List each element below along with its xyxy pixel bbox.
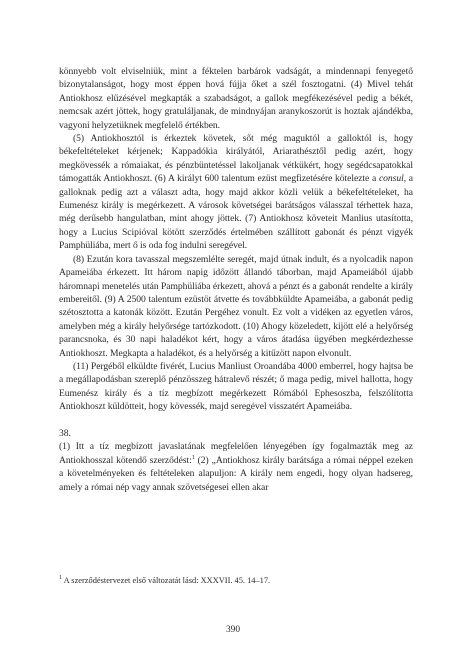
paragraph-1 — [59, 65, 413, 132]
paragraph-text: (2) „Antiokhosz király barátsága a római néppel ezeken a követelményeken és feltételeken alapuljon: A király nem engedi, hogy olyan hadsereg, amely a római nép vagy annak szövetségesei ellen akar — [59, 454, 413, 493]
section-number: 38. — [59, 427, 71, 439]
section-paragraph — [59, 440, 413, 494]
footnote — [59, 575, 413, 586]
paragraph-3 — [59, 253, 413, 360]
paragraph-text: (5) Antiokhosztól is érkeztek követek, sőt még maguktól a galloktól is, hogy békefeltételeket kérjenek; Kappadókia királyától, Ariarathésztől pedig azért, hogy megkövessék a rómaiakat, és pénzbüntetéssel lakoljanak vétkükért, hogy segédcsapatokkal támogatták Antiokhoszt. (6) A királyt 600 talentum ezüst megfizetésére kötelezte a — [59, 133, 413, 185]
footnote-text: A szerződéstervezet első változatát lásd: XXXVII. 45. 14–17. — [62, 576, 271, 585]
paragraph-text: (1) Itt a tíz megbízott javaslatának megfelelően lényegében így fogalmazták meg az Antiokhosszal kötendő szerződést: — [59, 441, 413, 466]
paragraph-4 — [59, 360, 413, 414]
section-gap — [59, 414, 413, 427]
italic-term: consul — [378, 173, 404, 185]
paragraph-text: (8) Ezután kora tavasszal megszemlélte seregét, majd útnak indult, és a nyolcadik napon Apameiába érkezett. Itt három napig időzött állandó táborban, majd Apameiából újabb háromnapi menetelés után Pamphüliába érkezett, ahová a pénzt és a gabonát rendelte a király embereitől. (9) A 2500 talentum ezüstöt átvette és továbbküldte Apameiába, a gabonát pedig szétosztotta a katonák között. Ezután Pergéhez vonult. Ez volt a vidéken az egyetlen város, amelyben még a király helyőrsége tartózkodott. (10) Ahogy közeledett, kijött elé a helyőrség parancsnoka, és 30 napi haladékot kért, hogy a város átadása ügyében megkérdezhesse Antiokhoszt. Megkapta a haladékot, és a helyőrség a kitűzött napon elvonult. — [59, 253, 413, 359]
paragraph-2 — [59, 132, 413, 253]
paragraph-text: könnyebb volt elviselniük, mint a féktelen barbárok vadságát, a mindennapi fenyegető bizonytalanságot, hogy most éppen hová fújja őket a szél fosztogatni. (4) Mivel tehát Antiokhosz elűzésével megkapták a szabadságot, a gallok megfékezésével pedig a békét, nemcsak azért jöttek, hogy gratuláljanak, de mindnyájan aranykoszorút is hoztak ajándékba, vagyoni helyzetüknek megfelelő értékben. — [59, 66, 413, 131]
page-number: 390 — [225, 625, 241, 635]
main-text — [59, 65, 413, 494]
paragraph-text: (11) Pergéből elküldte fivérét, Lucius Manliust Oroandába 4000 emberrel, hogy hajtsa be a megállapodásban szereplő pénzösszeg hátralevő részét; ő maga pedig, mivel hallotta, hogy Eumenész király és a tíz megbízott megérkezett Rómából Ephesoszba, felszólította Antiokhoszt küldötteit, hogy kövessék, majd seregével visszatért Apameiába. — [59, 360, 413, 413]
footnote-reference[interactable]: 1 — [191, 454, 195, 461]
paragraph-text: , a galloknak pedig azt a választ adta, hogy majd akkor közli velük a békefeltételeket, ha Eumenész király is megérkezett. A városok követségei barátságos válasszal térhettek haza, még derűsebb hangulatban, mint ahogy jöttek. (7) Antiokhosz követeit Manlius utasította, hogy a Lucius Scipióval kötött szerződés értelmében szállított gabonát és pénzt vigyék Pamphüliába, mert ő is oda fog indulni seregével. — [59, 173, 413, 252]
footnote-marker: 1 — [59, 575, 62, 582]
